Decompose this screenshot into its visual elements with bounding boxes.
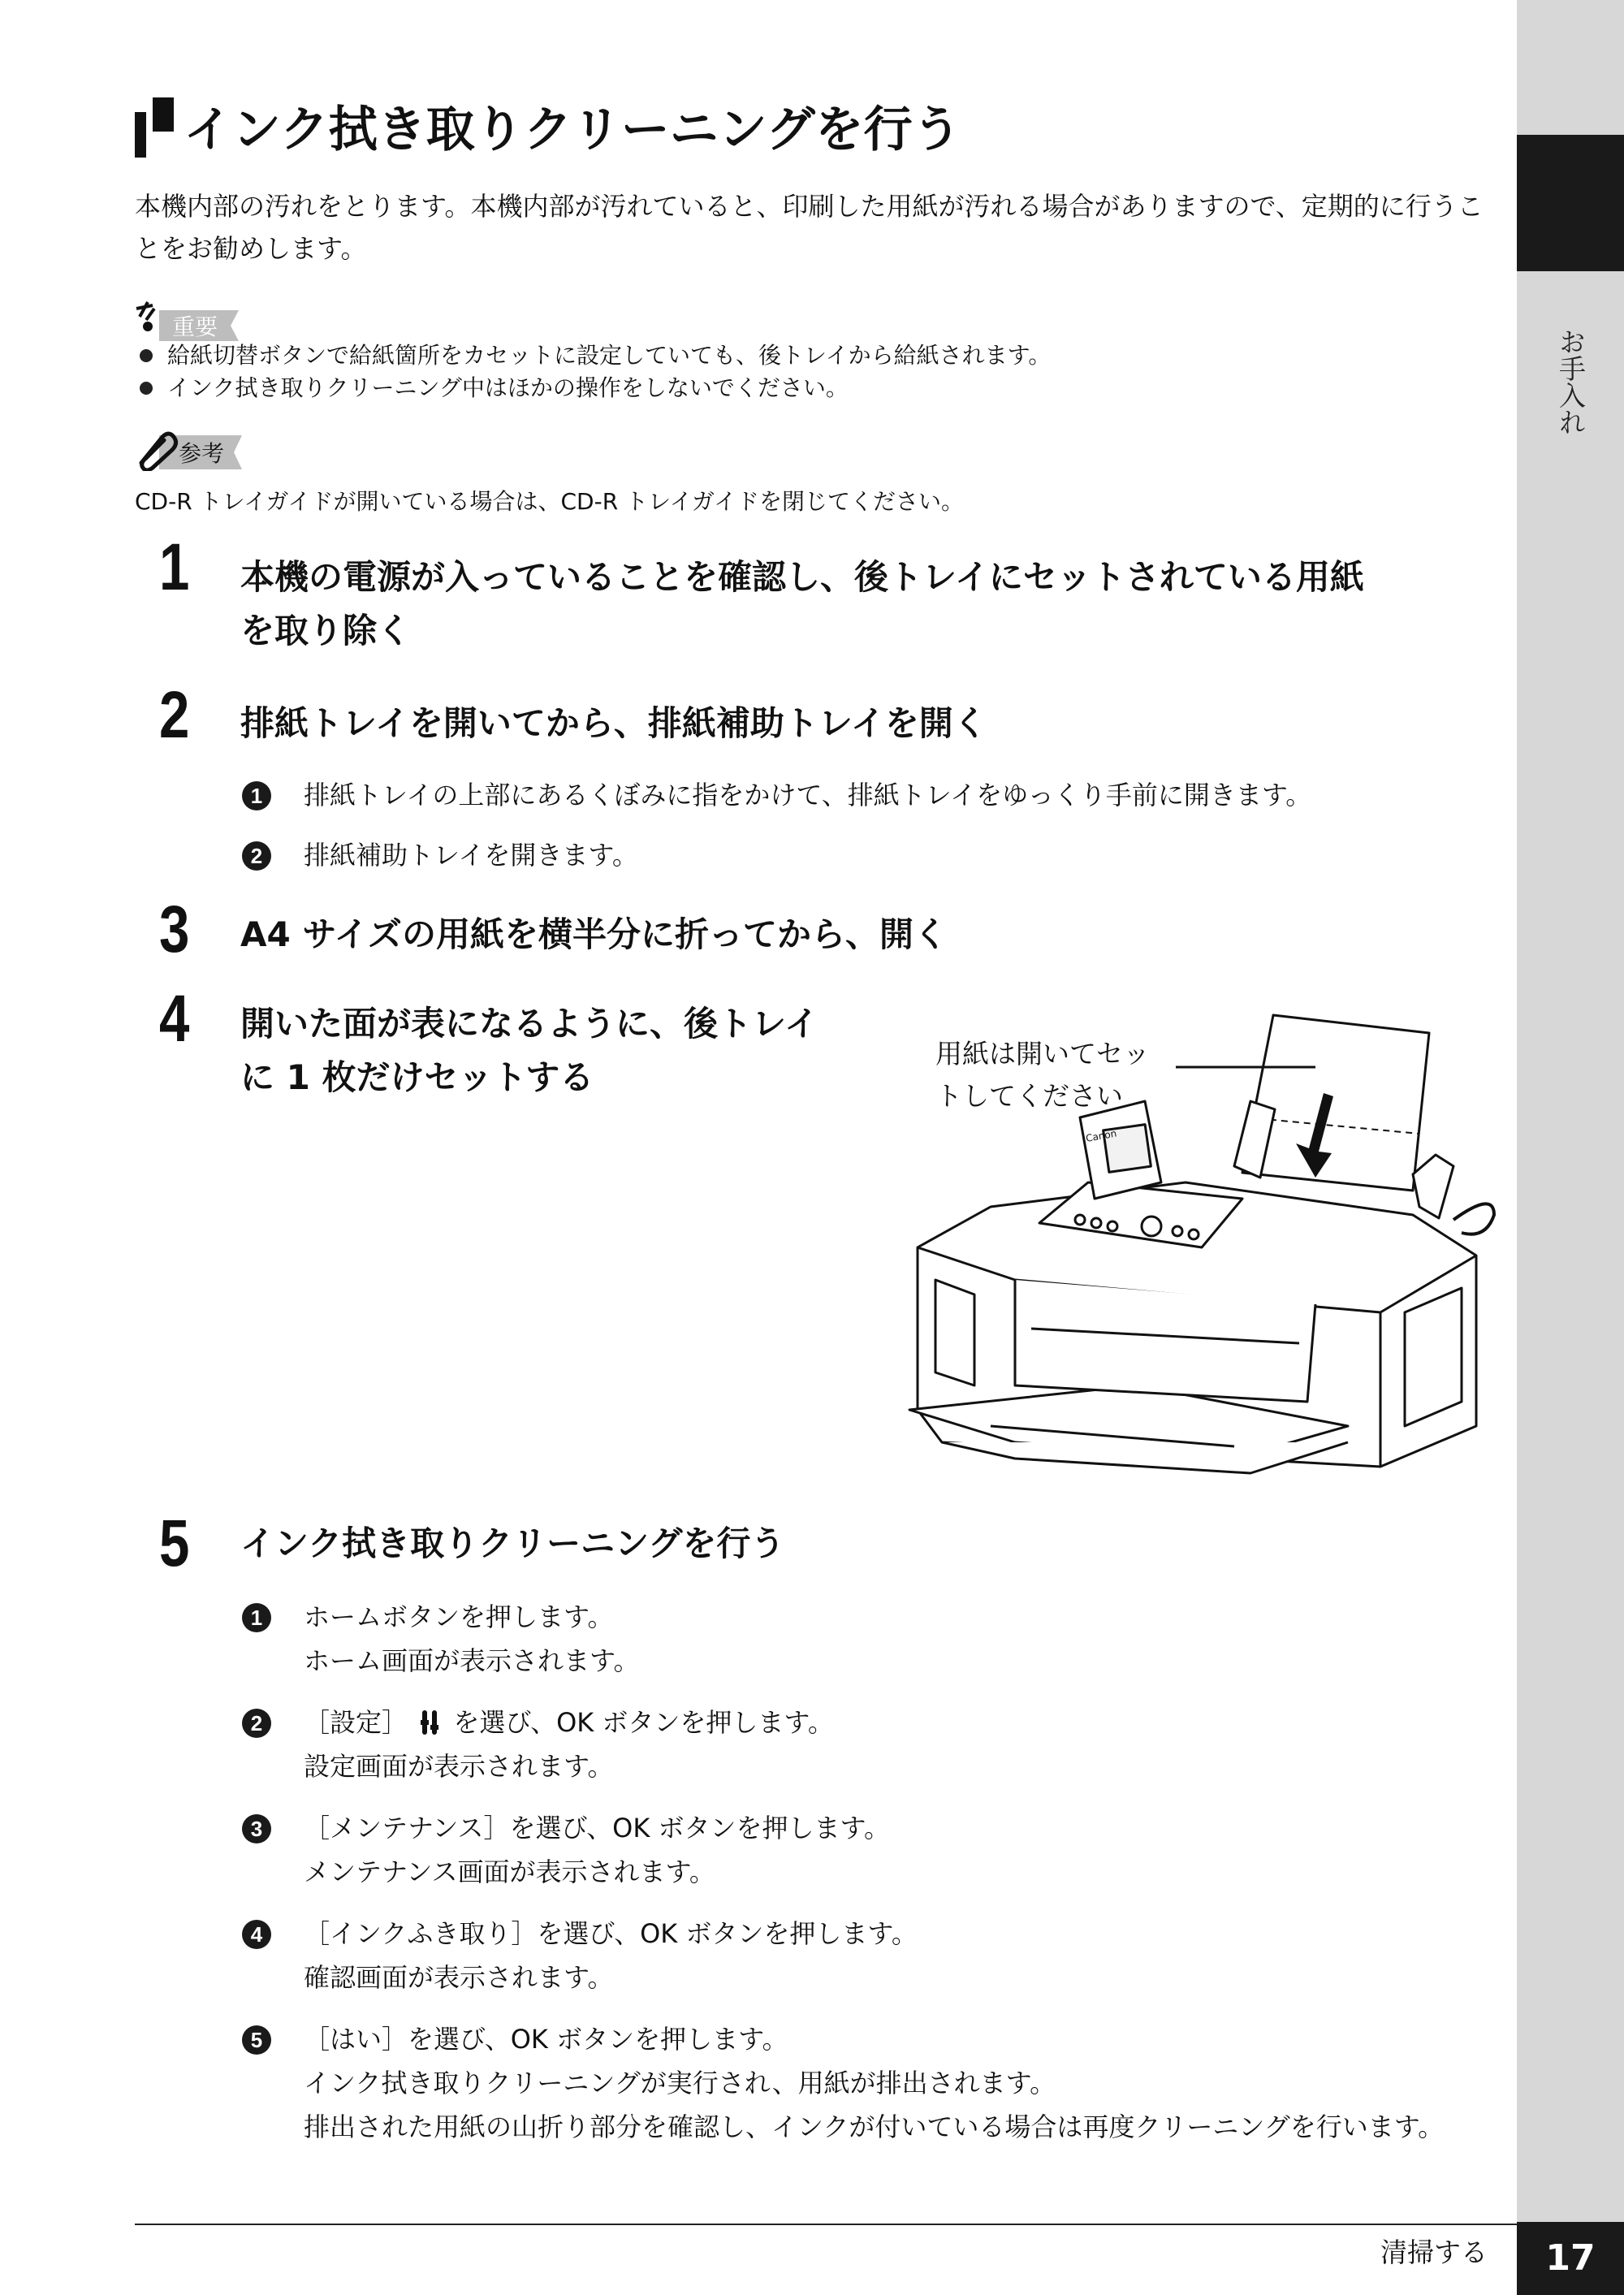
important-label: 重要: [171, 313, 218, 340]
step-number: 5: [159, 1506, 190, 1580]
page-title: インク拭き取りクリーニングを行う: [184, 102, 961, 158]
page-number: 17: [1517, 2222, 1624, 2295]
sub-step-marker: 5: [242, 2025, 271, 2055]
sub-step-text: [304, 1806, 1481, 1894]
note-label: 参考: [178, 440, 225, 467]
sub-step-line-rest: を選び、OK ボタンを押します。: [453, 1707, 834, 1738]
sub-step-text: [304, 1595, 1481, 1683]
note-text: CD-R トレイガイドが開いている場合は、CD-R トレイガイドを閉じてください。: [135, 488, 964, 515]
step-heading: インク拭き取りクリーニングを行う: [240, 1524, 785, 1563]
printer-callout: [935, 1033, 1179, 1117]
sub-step-text: 排紙トレイの上部にあるくぼみに指をかけて、排紙トレイをゆっくり手前に開きます。: [304, 780, 1312, 810]
step-heading: 排紙トレイを開いてから、排紙補助トレイを開く: [240, 703, 987, 743]
important-list: [135, 339, 1499, 404]
sub-step-text: 排紙補助トレイを開きます。: [304, 840, 638, 871]
sub-step-line: メンテナンス画面が表示されます。: [304, 1856, 715, 1887]
note-badge-icon: [135, 427, 244, 471]
step-heading: [240, 997, 818, 1104]
step-number: 3: [159, 892, 190, 966]
callout-line: トしてください: [935, 1080, 1123, 1112]
sub-step-line: 確認画面が表示されます。: [304, 1962, 614, 1993]
sub-step-line: インク拭き取りクリーニングが実行され、用紙が排出されます。: [304, 2068, 1056, 2098]
sub-step-line: 設定画面が表示されます。: [304, 1751, 614, 1782]
sub-step-line: [304, 1701, 1481, 1744]
step-number: 4: [159, 982, 190, 1056]
list-item: インク拭き取りクリーニング中はほかの操作をしないでください。: [135, 372, 1499, 404]
settings-tools-icon: [419, 1709, 442, 1736]
intro-paragraph: 本機内部の汚れをとります。本機内部が汚れていると、印刷した用紙が汚れる場合がありますので、定期的に行うことをお勧めします。: [135, 191, 1484, 264]
sub-step-marker: 3: [242, 1814, 271, 1843]
step-heading: [240, 551, 1364, 658]
footer-section-label: 清掃する: [1380, 2237, 1488, 2268]
step-heading-line: 開いた面が表になるように、後トレイ: [240, 1004, 818, 1044]
step-heading-line: に 1 枚だけセットする: [240, 1057, 594, 1097]
side-tab-marker: [1517, 135, 1624, 271]
setting-label: ［設定］: [304, 1707, 408, 1738]
sub-step-line: ［はい］を選び、OK ボタンを押します。: [304, 2024, 788, 2055]
side-tab-label: お手入れ: [1555, 328, 1587, 435]
sub-step-marker: 1: [242, 1603, 271, 1632]
callout-line: 用紙は開いてセッ: [935, 1038, 1150, 1070]
sub-step-text: [304, 1701, 1481, 1788]
sub-step-text: [304, 1912, 1481, 1999]
sub-step-marker: 4: [242, 1920, 271, 1949]
sub-step-line: ［インクふき取り］を選び、OK ボタンを押します。: [304, 1918, 918, 1949]
printer-brand-logo: Canon: [1085, 1127, 1118, 1144]
sub-step-text: [304, 2017, 1473, 2149]
sub-step-line: ホームボタンを押します。: [304, 1601, 614, 1632]
footer-rule: [135, 2224, 1517, 2225]
step-heading: A4 サイズの用紙を横半分に折ってから、開く: [240, 914, 948, 954]
sub-step-marker: 1: [242, 781, 271, 810]
step-number: 2: [159, 678, 190, 752]
important-badge-icon: [135, 300, 240, 341]
sub-step-line: 排出された用紙の山折り部分を確認し、インクが付いている場合は再度クリーニングを行います。: [304, 2111, 1445, 2142]
sub-step-line: ホーム画面が表示されます。: [304, 1645, 640, 1676]
step-number: 1: [159, 530, 190, 604]
step-heading-line: 本機の電源が入っていることを確認し、後トレイにセットされている用紙: [240, 557, 1364, 597]
title-marker-icon: [135, 97, 179, 158]
list-item: 給紙切替ボタンで給紙箇所をカセットに設定していても、後トレイから給紙されます。: [135, 339, 1499, 372]
sub-step-marker: 2: [242, 1709, 271, 1738]
sub-step-marker: 2: [242, 841, 271, 871]
sub-step-line: ［メンテナンス］を選び、OK ボタンを押します。: [304, 1813, 890, 1843]
step-heading-line: を取り除く: [240, 611, 412, 650]
